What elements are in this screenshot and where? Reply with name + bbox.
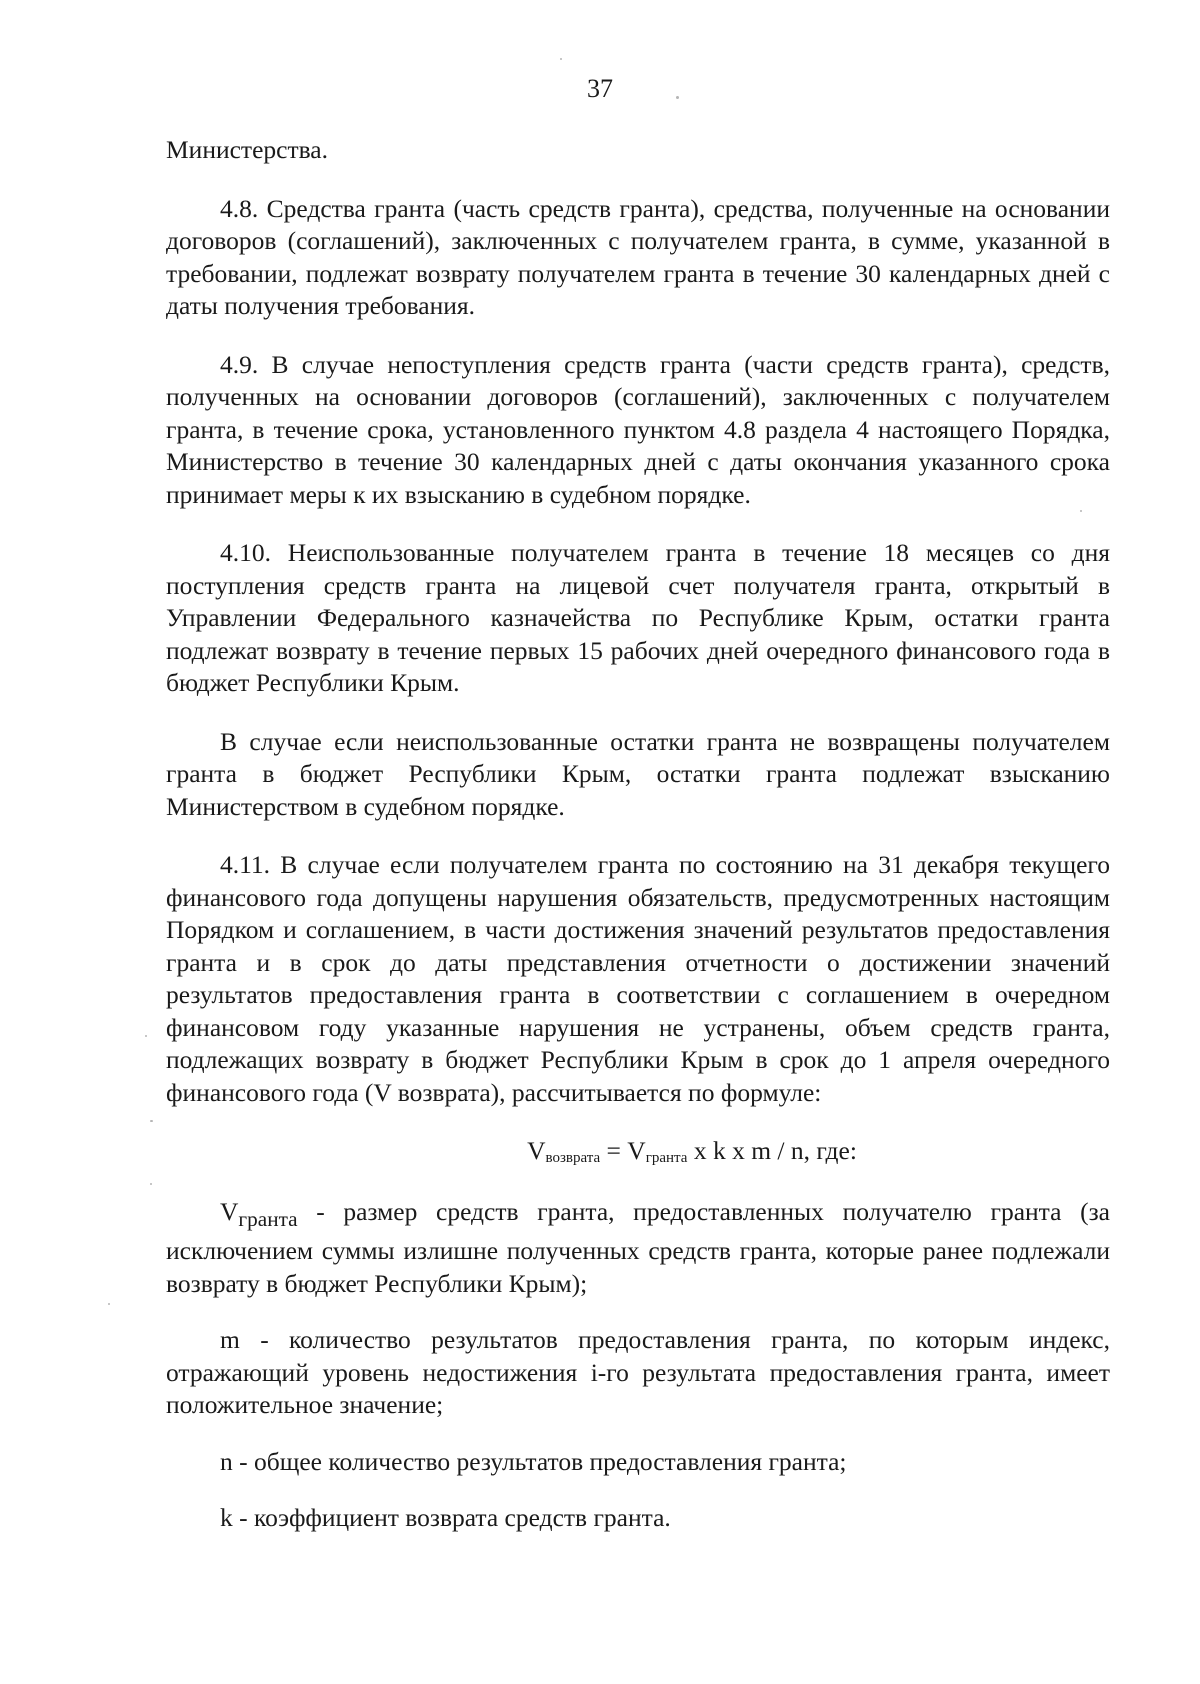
formula-return-subscript: возврата bbox=[545, 1150, 601, 1166]
definition-v-grant bbox=[166, 1196, 1110, 1301]
definition-m: m - количество результатов предоставления гранта, по которым индекс, отражающий уровень недостижения i-го результата предоставления гранта, имеет положительное значение; bbox=[166, 1325, 1110, 1420]
definition-n: n - общее количество результатов предоставления гранта; bbox=[220, 1446, 847, 1476]
paragraph-4-8: 4.8. Средства гранта (часть средств гранта), средства, полученные на основании договоров (соглашений), заключенных с получателем гранта, в сумме, указанной в требовании, подлежат возврату получателем гранта в течение 30 календарных дней с даты получения требования. bbox=[166, 193, 1110, 320]
document-body bbox=[166, 134, 1110, 1559]
scan-speck bbox=[676, 96, 679, 99]
scan-speck bbox=[150, 1120, 153, 1122]
paragraph-4-11: 4.11. В случае если получателем гранта по состоянию на 31 декабря текущего финансового года допущены нарушения обязательств, предусмотренных настоящим Порядком и соглашением, в части достижения значений результатов предоставления гранта и в срок до даты представления отчетности о достижении значений результатов предоставления гранта в соответствии с соглашением в очередном финансовом году указанные нарушения не устранены, объем средств гранта, подлежащих возврату в бюджет Республики Крым в срок до 1 апреля очередного финансового года (V возврата), рассчитывается по формуле: bbox=[166, 850, 1110, 1107]
scan-speck bbox=[1080, 510, 1082, 512]
return-formula bbox=[166, 1135, 1110, 1172]
paragraph-4-9: 4.9. В случае непоступления средств гранта (части средств гранта), средств, полученных на основании договоров (соглашений), заключенных с получателем гранта, в течение срока, установленного пунктом 4.8 раздела 4 настоящего Порядка, Министерство в течение 30 календарных дней с даты окончания указанного срока принимает меры к их взысканию в судебном порядке. bbox=[166, 349, 1110, 509]
definition-v-subscript: гранта bbox=[238, 1206, 298, 1231]
definition-v-symbol: V bbox=[220, 1196, 239, 1226]
continuation-text: Министерства. bbox=[166, 135, 329, 164]
scan-speck bbox=[145, 1035, 147, 1037]
formula-equals: = bbox=[600, 1136, 628, 1165]
scan-speck bbox=[150, 1183, 152, 1185]
formula-v-symbol: V bbox=[527, 1136, 546, 1165]
definition-k: k - коэффициент возврата средств гранта. bbox=[220, 1503, 671, 1533]
formula-v-grant-symbol: V bbox=[627, 1136, 646, 1165]
formula-grant-subscript: гранта bbox=[645, 1150, 688, 1166]
definition-v-text: - размер средств гранта, предоставленных получателю гранта (за исключением суммы излишне полученных средств гранта, которые ранее подлежали возврату в бюджет Республики Крым); bbox=[166, 1196, 1110, 1298]
paragraph-4-10-continued: В случае если неиспользованные остатки гранта не возвращены получателем гранта в бюджет Республики Крым, остатки гранта подлежат взысканию Министерством в судебном порядке. bbox=[166, 726, 1110, 821]
formula-rest: x k x m / n, где: bbox=[687, 1136, 857, 1165]
scan-speck bbox=[560, 58, 562, 60]
paragraph-4-10: 4.10. Неиспользованные получателем гранта в течение 18 месяцев со дня поступления средств гранта на лицевой счет получателя гранта, открытый в Управлении Федерального казначейства по Республике Крым, остатки гранта подлежат возврату в течение первых 15 рабочих дней очередного финансового года в бюджет Республики Крым. bbox=[166, 538, 1110, 697]
page-number: 37 bbox=[587, 74, 613, 103]
scan-speck bbox=[108, 1303, 110, 1305]
